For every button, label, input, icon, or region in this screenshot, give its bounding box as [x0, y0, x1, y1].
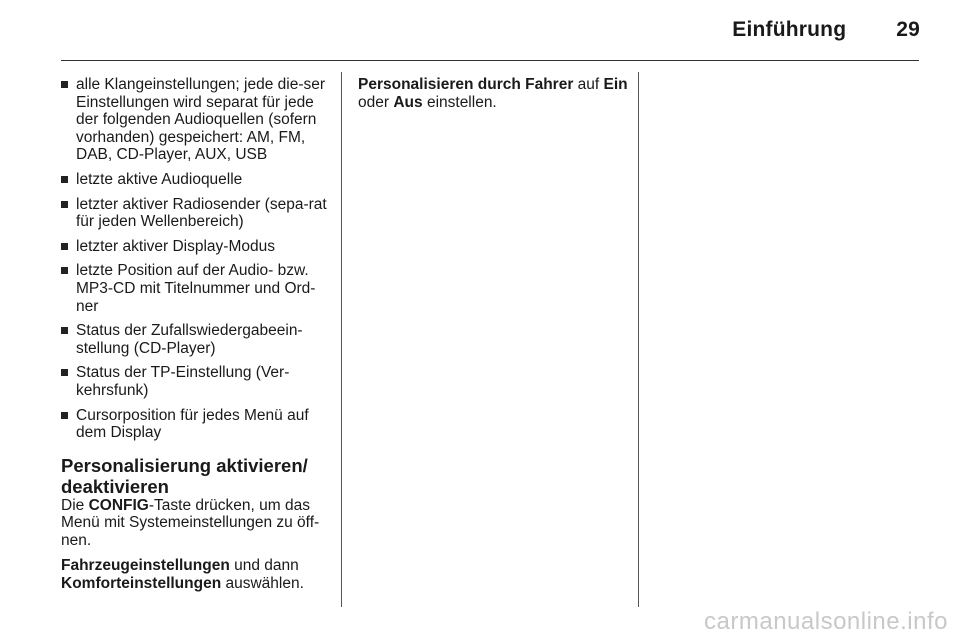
square-bullet-icon	[61, 369, 68, 376]
square-bullet-icon	[61, 327, 68, 334]
list-item: Status der TP-Einstellung (Ver-kehrsfunk)	[61, 364, 331, 399]
option-label: Aus	[393, 93, 423, 111]
middle-column	[358, 76, 628, 119]
instruction-paragraph: Die CONFIG-Taste drücken, um das Menü mit Systemeinstellungen zu öff-nen.	[61, 496, 320, 549]
menu-item-label: Personalisieren durch Fahrer	[358, 76, 574, 93]
list-item: letzte Position auf der Audio- bzw. MP3-CD mit Titelnummer und Ord-ner	[61, 262, 331, 315]
list-item: alle Klangeinstellungen; jede die-ser Einstellungen wird separat für jede der folgenden Audioquellen (sofern vorhanden) gespeichert: AM, FM, DAB, CD-Player, AUX, USB	[61, 76, 331, 164]
chapter-title: Einführung	[732, 18, 847, 41]
column-divider	[341, 72, 342, 607]
column-divider	[638, 72, 639, 607]
square-bullet-icon	[61, 412, 68, 419]
page-number: 29	[896, 18, 920, 41]
list-item: letzte aktive Audioquelle	[61, 171, 331, 189]
page-header	[732, 18, 920, 42]
square-bullet-icon	[61, 267, 68, 274]
square-bullet-icon	[61, 243, 68, 250]
list-item: Cursorposition für jedes Menü auf dem Display	[61, 407, 331, 442]
config-key-label: CONFIG	[88, 496, 149, 514]
section-heading: Personalisierung aktivieren/ deaktivieren	[61, 454, 308, 497]
option-label: Ein	[603, 76, 628, 93]
square-bullet-icon	[61, 81, 68, 88]
header-rule	[61, 60, 919, 61]
square-bullet-icon	[61, 201, 68, 208]
list-item: letzter aktiver Display-Modus	[61, 238, 331, 256]
instruction-paragraph: Fahrzeugeinstellungen und dann Komforteinstellungen auswählen.	[61, 557, 304, 593]
square-bullet-icon	[61, 176, 68, 183]
menu-item-label: Komforteinstellungen	[61, 575, 222, 593]
settings-list	[61, 76, 331, 442]
watermark: carmanualsonline.info	[704, 608, 948, 635]
instruction-paragraph: Personalisieren durch Fahrer auf Ein oder Aus einstellen.	[358, 76, 628, 111]
list-item: Status der Zufallswiedergabeein-stellung (CD-Player)	[61, 322, 331, 357]
list-item: letzter aktiver Radiosender (sepa-rat für jeden Wellenbereich)	[61, 196, 331, 231]
menu-item-label: Fahrzeugeinstellungen	[61, 557, 230, 575]
left-column	[61, 76, 331, 601]
